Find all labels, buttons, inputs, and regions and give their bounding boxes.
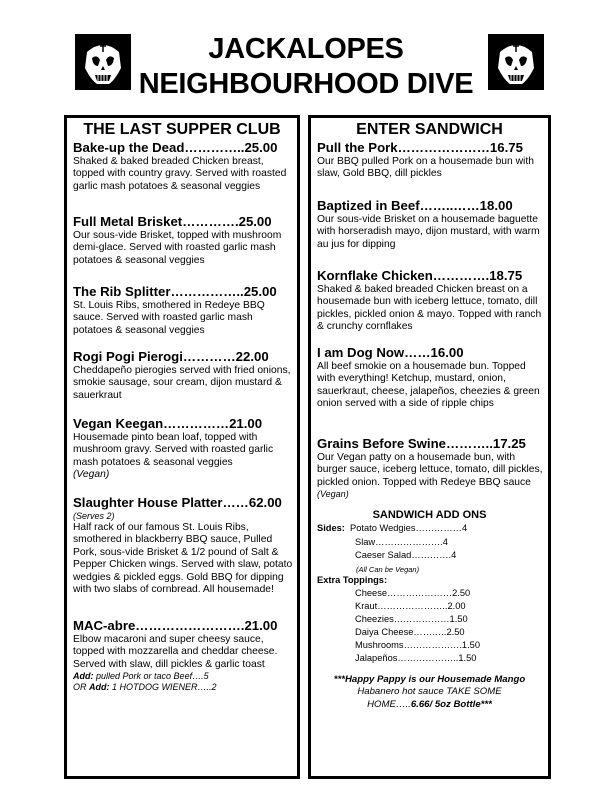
- item-description: Shaked & baked breaded Chicken breast, topped with country gravy. Served with roasted garlic mash potatoes & seasonal veggies: [73, 156, 287, 192]
- restaurant-title: [130, 32, 482, 102]
- serves-note: (Serves 2): [73, 511, 115, 521]
- section-heading: THE LAST SUPPER CLUB: [83, 121, 281, 138]
- side-item: Potato Wedgies……………4: [350, 523, 468, 533]
- side-item: Caeser Salad………….4: [355, 550, 457, 560]
- topping-item: Cheezies………………1.50: [355, 614, 468, 624]
- item-title: Pull the Pork…………………16.75: [317, 140, 523, 155]
- menu-item: [317, 345, 546, 411]
- addons-heading: SANDWICH ADD ONS: [372, 509, 487, 521]
- item-title: Baptized in Beef……..……18.00: [317, 198, 513, 213]
- vegan-note: (All Can be Vegan): [356, 565, 420, 574]
- add-option: Add: pulled Pork or taco Beef….5: [73, 671, 209, 682]
- item-description: Our sous-vide Brisket, topped with mushroom demi-glace. Served with roasted garlic mash potatoes & seasonal veggies: [73, 230, 282, 266]
- menu-item: [73, 284, 295, 337]
- item-title: Slaughter House Platter……62.00: [73, 495, 282, 510]
- item-description: Housemade pinto bean loaf, topped with mushroom gravy. Served with roasted garlic mash potatoes & seasonal veggies: [73, 432, 274, 468]
- topping-item: Kraut…………………..2.00: [355, 601, 466, 611]
- vegan-note: (Vegan): [73, 469, 110, 481]
- item-title: Kornflake Chicken………….18.75: [317, 268, 523, 283]
- item-description: St. Louis Ribs, smothered in Redeye BBQ sauce. Served with roasted garlic mash potatoes & seasonal veggies: [73, 300, 265, 336]
- enter-sandwich-section: [308, 115, 551, 779]
- add-option: OR Add: 1 HOTDOG WIENER…..2: [73, 682, 217, 693]
- topping-item: Cheese…………………2.50: [355, 588, 471, 598]
- item-title: Grains Before Swine………..17.25: [317, 436, 526, 451]
- vegan-note: (Vegan): [317, 489, 349, 500]
- menu-item: [73, 214, 295, 267]
- menu-item: [317, 436, 546, 500]
- item-description: Our Vegan patty on a housemade bun, with burger sauce, iceberg lettuce, tomato, dill pickles, pickled onion. Topped with Redeye BBQ sauce: [317, 452, 543, 488]
- item-description: Our BBQ pulled Pork on a housemade bun with slaw, Gold BBQ, dill pickles: [317, 156, 534, 180]
- last-supper-club-section: [64, 115, 300, 779]
- topping-item: Daiya Cheese………..2.50: [355, 627, 465, 637]
- topping-item: Jalapeños………………..1.50: [355, 653, 477, 663]
- menu-item: [317, 198, 546, 251]
- skull-logo-left-icon: [75, 34, 131, 90]
- item-title: I am Dog Now……16.00: [317, 345, 464, 360]
- item-description: Shaked & baked breaded Chicken breast on a housemade bun with iceberg lettuce, tomato, dill pickles, pickled onion & mayo. Topped with ranch & crunchy cornflakes: [317, 284, 542, 333]
- item-title: MAC-abre…………………….21.00: [73, 618, 278, 633]
- skull-logo-right-icon: [488, 34, 544, 90]
- item-description: Half rack of our famous St. Louis Ribs, smothered in blackberry BBQ sauce, Pulled Pork, sous-vide Brisket & 1/2 pound of Salt & Pepper Chicken wings. Served with slaw, potato wedgies & pickled eggs. Gold BBQ for dipping with two slabs of cornbread. All housemade!: [73, 522, 293, 596]
- item-description: Our sous-vide Brisket on a housemade baguette with horseradish mayo, dijon mustard, with warm au jus for dipping: [317, 214, 540, 250]
- side-item: Slaw………………….4: [355, 537, 448, 547]
- menu-item: [317, 268, 546, 334]
- item-title: Full Metal Brisket………….25.00: [73, 214, 272, 229]
- title-line-1: JACKALOPES: [208, 33, 404, 65]
- menu-item: [317, 140, 546, 181]
- menu-item: [73, 495, 295, 596]
- title-line-2: NEIGHBOURHOOD DIVE: [138, 68, 474, 100]
- hot-sauce-footnote: ***Happy Pappy is our Housemade Mango Habanero hot sauce TAKE SOME HOME…..6.66/ 5oz Bottle***: [333, 674, 526, 710]
- item-title: Vegan Keegan……………21.00: [73, 416, 263, 431]
- item-description: All beef smokie on a housemade bun. Topped with everything! Ketchup, mustard, onion, sauerkraut, cheese, jalapeños, cheezies & green onion served with a side of ripple chips: [317, 361, 540, 410]
- item-description: Cheddapeño pierogies served with fried onions, smokie sausage, sour cream, dijon mustard & sauerkraut: [73, 365, 291, 401]
- menu-item: [73, 349, 295, 402]
- topping-item: Mushrooms……………….1.50: [355, 640, 481, 650]
- item-title: Bake-up the Dead…………..25.00: [73, 140, 278, 155]
- item-title: Rogi Pogi Pierogi…………22.00: [73, 349, 269, 364]
- menu-item: [73, 618, 297, 693]
- menu-item: [73, 416, 295, 482]
- menu-item: [73, 140, 295, 193]
- section-heading: ENTER SANDWICH: [356, 121, 503, 138]
- sides-label: Sides:: [317, 523, 345, 533]
- item-title: The Rib Splitter……………..25.00: [73, 284, 277, 299]
- toppings-label: Extra Toppings:: [317, 575, 388, 585]
- item-description: Elbow macaroni and super cheesy sauce, topped with mozzarella and cheddar cheese. Served with slaw, dill pickles & garlic toast: [73, 634, 278, 670]
